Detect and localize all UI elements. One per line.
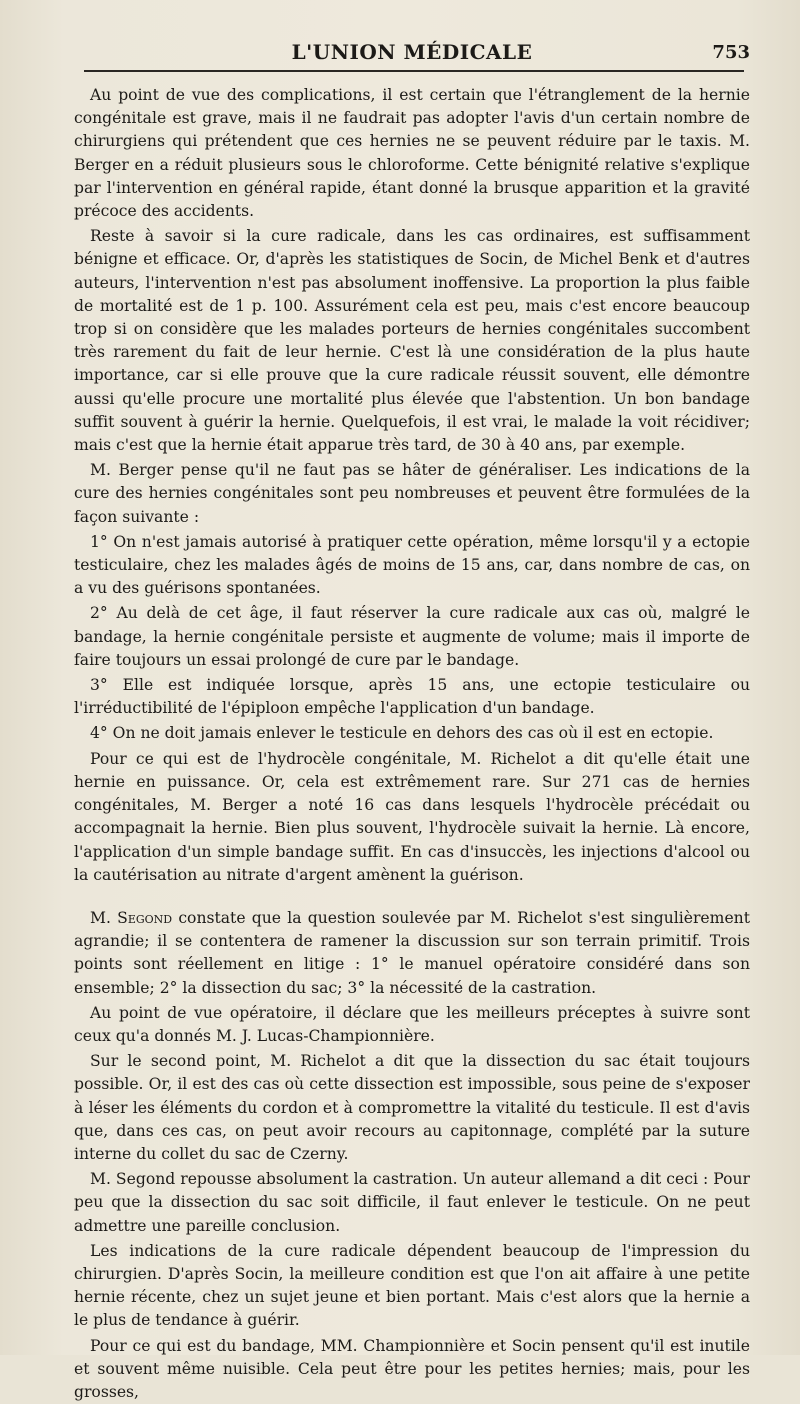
paragraph: Au point de vue des complications, il est certain que l'étranglement de la hernie congénitale est grave, mais il ne faudrait pas adopter l'avis d'un certain nombre de chirurgiens qui prétendent que ces hernies ne se peuvent réduire par le taxis. M. Berger en a réduit plusieurs sous le chloroforme. Cette bénignité relative s'explique par l'intervention en général rapide, étant donné la brusque apparition et la gravité précoce des accidents. [74,86,750,221]
paragraph: Reste à savoir si la cure radicale, dans les cas ordinaires, est suffisamment bénigne et efficace. Or, d'après les statistiques de Socin, de Michel Benk et d'autres auteurs, l'intervention n'est pas absolument inoffensive. La proportion la plus faible de mortalité est de 1 p. 100. Assurément cela est peu, mais c'est encore beaucoup trop si on considère que les malades porteurs de hernies congénitales succombent très rarement du fait de leur hernie. C'est là une considération de la plus haute importance, car si elle prouve que la cure radicale réussit souvent, elle démontre aussi qu'elle procure une mortalité plus élevée que l'abstention. Un bon bandage suffit souvent à guérir la hernie. Quelquefois, il est vrai, le malade la voit récidiver; mais c'est que la hernie était apparue très tard, de 30 à 40 ans, par exemple. [74,227,750,455]
paragraph: Au point de vue opératoire, il déclare que les meilleurs préceptes à suivre sont ceux qu'a donnés M. J. Lucas-Championnière. [74,1003,750,1045]
text-rest: constate que la question soulevée par M. Richelot s'est singulièrement agrandie; il se contentera de ramener la discussion sur son terrain primitif. Trois points sont réellement en litige : 1° le manuel opératoire considéré dans son ensemble; 2° la dissection du sac; 3° la nécessité de la castration. [74,908,750,997]
paragraph: Pour ce qui est de l'hydrocèle congénitale, M. Richelot a dit qu'elle était une hernie en puissance. Or, cela est extrêmement rare. Sur 271 cas de hernies congénitales, M. Berger a noté 16 cas dans lesquels l'hydrocèle précédait ou accompagnait la hernie. Bien plus souvent, l'hydrocèle suivait la hernie. Là encore, l'application d'un simple bandage suffit. En cas d'insuccès, les injections d'alcool ou la cautérisation au nitrate d'argent amènent la guérison. [74,749,750,884]
text-prefix: M. [90,908,118,927]
running-header [74,34,750,68]
paragraph: M. Segond repousse absolument la castration. Un auteur allemand a dit ceci : Pour peu que la dissection du sac soit difficile, il faut enlever le testicule. On ne peut admettre une pareille conclusion. [74,1170,750,1235]
paragraph: Pour ce qui est du bandage, MM. Championnière et Socin pensent qu'il est inutile et souvent même nuisible. Cela peut être pour les petites hernies; mais, pour les grosses, [74,1336,750,1401]
list-item: 1° On n'est jamais autorisé à pratiquer cette opération, même lorsqu'il y a ectopie testiculaire, chez les malades âgés de moins de 15 ans, car, dans nombre de cas, on a vu des guérisons spontanées. [74,532,750,598]
paragraph: Sur le second point, M. Richelot a dit que la dissection du sac était toujours possible. Or, il est des cas où cette dissection est impossible, sous peine de s'exposer à léser les éléments du cordon et à compromettre la vitalité du testicule. Il est d'avis que, dans ces cas, on peut avoir recours au capitonnage, complété par la suture interne du collet du sac de Czerny. [74,1052,750,1163]
article-body [74,84,750,1404]
list-item: 4° On ne doit jamais enlever le testicule en dehors des cas où il est en ectopie. [90,724,714,743]
header-rule [84,70,744,72]
paragraph-segond [74,907,750,1000]
speaker-name: Segond [117,908,173,927]
list-item: 2° Au delà de cet âge, il faut réserver la cure radicale aux cas où, malgré le bandage, la hernie congénitale persiste et augmente de volume; mais il importe de faire toujours un essai prolongé de cure par le bandage. [74,604,750,669]
list-item: 3° Elle est indiquée lorsque, après 15 ans, une ectopie testiculaire ou l'irréductibilité de l'épiploon empêche l'application d'un bandage. [74,676,750,718]
paragraph: Les indications de la cure radicale dépendent beaucoup de l'impression du chirurgien. D'après Socin, la meilleure condition est que l'on ait affaire à une petite hernie récente, chez un sujet jeune et bien portant. Mais c'est alors que la hernie a le plus de tendance à guérir. [74,1241,750,1330]
page-number: 753 [712,42,750,63]
journal-title: L'UNION MÉDICALE [291,40,533,64]
paragraph: M. Berger pense qu'il ne faut pas se hâter de généraliser. Les indications de la cure des hernies congénitales sont peu nombreuses et peuvent être formulées de la façon suivante : [74,461,750,526]
